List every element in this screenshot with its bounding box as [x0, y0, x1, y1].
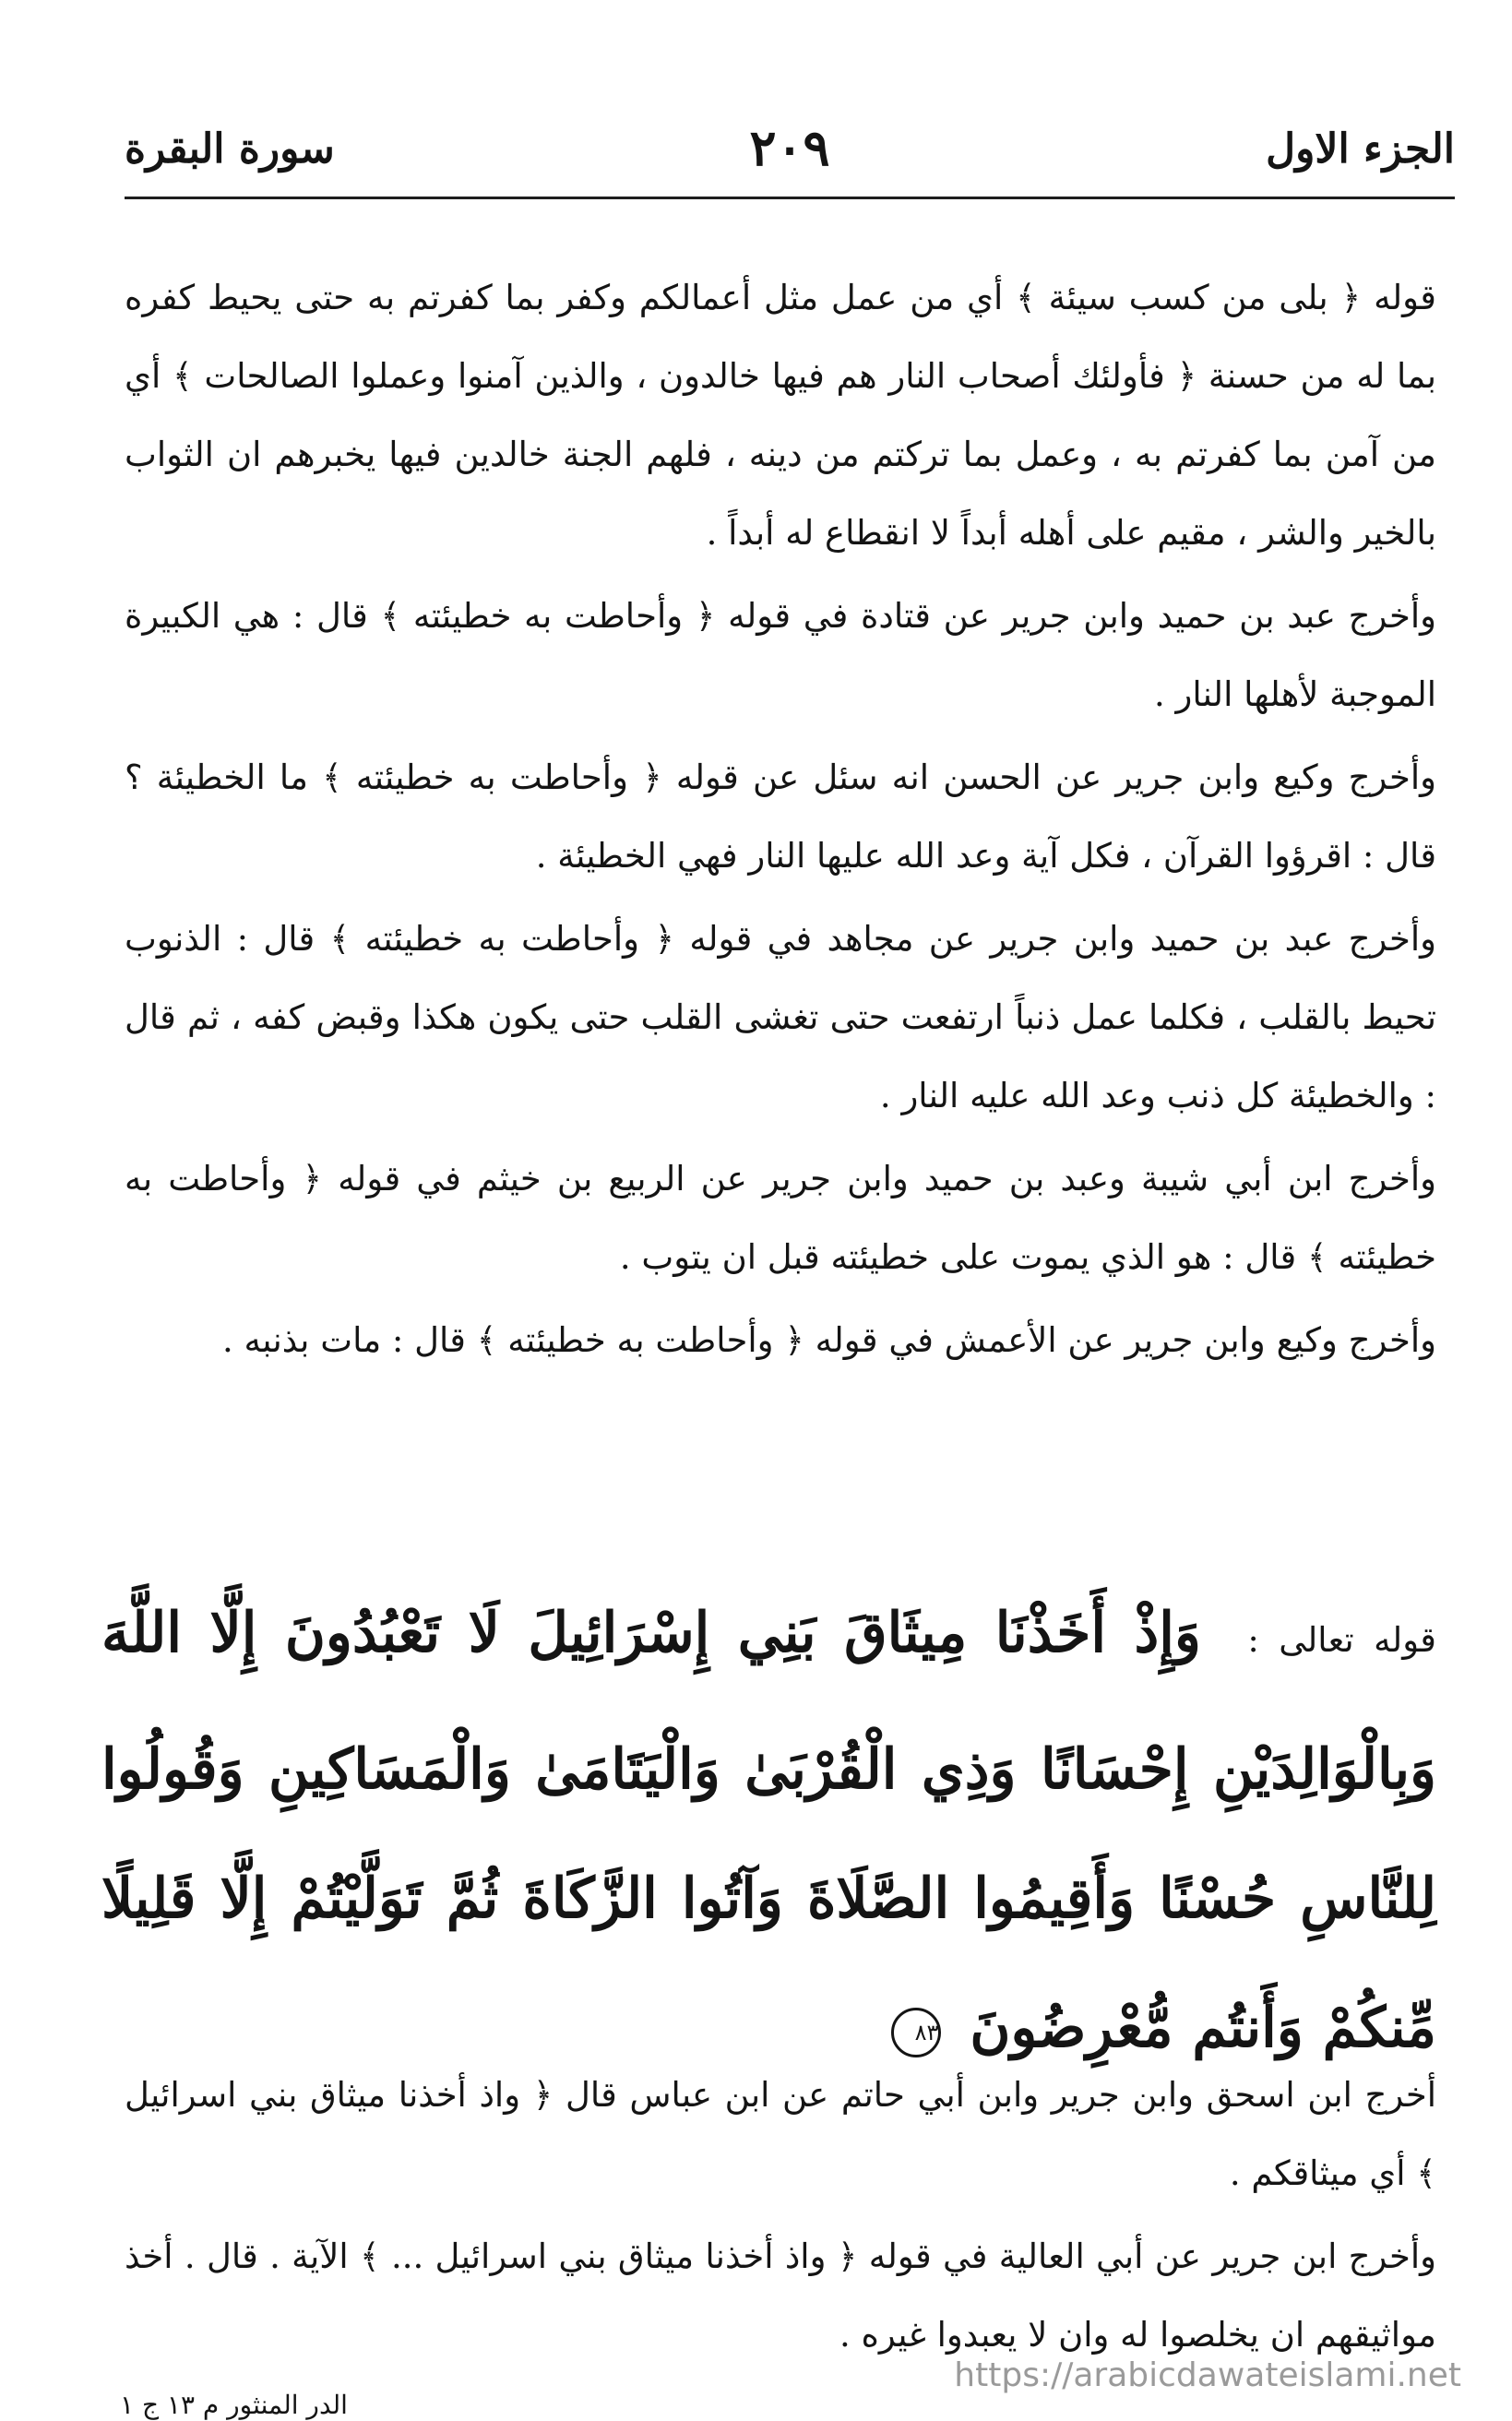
footnote: الدر المنثور م ١٣ ج ١	[120, 2390, 348, 2420]
paragraph: وأخرج ابن أبي شيبة وعبد بن حميد وابن جرير عن الربيع بن خيثم في قوله ﴿ وأحاطت به خطيئته ﴾ قال : هو الذي يموت على خطيئته قبل ان يتوب .	[125, 1159, 1436, 1277]
running-header	[125, 118, 1455, 192]
commentary-body-2	[125, 2056, 1436, 2379]
paragraph: وأخرج وكيع وابن جرير عن الحسن انه سئل عن قوله ﴿ وأحاطت به خطيئته ﴾ ما الخطيئة ؟ قال : اقرؤوا القرآن ، فكل آية وعد الله عليها النار فهي الخطيئة .	[125, 757, 1436, 876]
commentary-body	[125, 258, 1436, 1384]
page-number: ٢٠٩	[749, 118, 830, 177]
paragraph: قوله ﴿ بلى من كسب سيئة ﴾ أي من عمل مثل أعمالكم وكفر بما كفرتم به حتى يحيط كفره بما له من حسنة ﴿ فأولئك أصحاب النار هم فيها خالدون ، والذين آمنوا وعملوا الصالحات ﴾ أي من آمن بما كفرتم به ، وعمل بما تركتم من دينه ، فلهم الجنة خالدين فيها يخبرهم ان الثواب بالخير والشر ، مقيم على أهله أبداً لا انقطاع له أبداً .	[125, 278, 1436, 553]
quran-verse-block	[101, 1568, 1436, 2093]
header-rule	[125, 197, 1455, 199]
paragraph: وأخرج ابن جرير عن أبي العالية في قوله ﴿ واذ أخذنا ميثاق بني اسرائيل ... ﴾ الآية . قال . أخذ مواثيقهم ان يخلصوا له وان لا يعبدوا غيره .	[125, 2236, 1436, 2355]
paragraph: وأخرج وكيع وابن جرير عن الأعمش في قوله ﴿ وأحاطت به خطيئته ﴾ قال : مات بذنبه .	[221, 1320, 1436, 1360]
part-label: الجزء الاول	[1266, 125, 1455, 173]
paragraph: وأخرج عبد بن حميد وابن جرير عن مجاهد في قوله ﴿ وأحاطت به خطيئته ﴾ قال : الذنوب تحيط بالقلب ، فكلما عمل ذنباً ارتفعت حتى تغشى القلب حتى يكون هكذا وقبض كفه ، ثم قال : والخطيئة كل ذنب وعد الله عليه النار .	[125, 919, 1436, 1115]
verse-intro: قوله تعالى :	[1247, 1620, 1436, 1660]
quran-verse	[101, 1568, 1436, 2093]
ayah-number-marker: ٨٣	[891, 2008, 941, 2057]
surah-label: سورة البقرة	[125, 125, 335, 173]
watermark-url: https://arabicdawateislami.net	[954, 2356, 1461, 2394]
paragraph: أخرج ابن اسحق وابن جرير وابن أبي حاتم عن ابن عباس قال ﴿ واذ أخذنا ميثاق بني اسرائيل ﴾ أي ميثاقكم .	[125, 2075, 1436, 2193]
paragraph: وأخرج عبد بن حميد وابن جرير عن قتادة في قوله ﴿ وأحاطت به خطيئته ﴾ قال : هي الكبيرة الموجبة لأهلها النار .	[125, 596, 1436, 714]
verse-text: وَإِذْ أَخَذْنَا مِيثَاقَ بَنِي إِسْرَائِيلَ لَا تَعْبُدُونَ إِلَّا اللَّهَ وَبِالْوَالِدَيْنِ إِحْسَانًا وَذِي الْقُرْبَىٰ وَالْيَتَامَىٰ وَالْمَسَاكِينِ وَقُولُوا لِلنَّاسِ حُسْنًا وَأَقِيمُوا الصَّلَاةَ وَآتُوا الزَّكَاةَ ثُمَّ تَوَلَّيْتُمْ إِلَّا قَلِيلًا مِّنكُمْ وَأَنتُم مُّعْرِضُونَ	[101, 1601, 1436, 2060]
